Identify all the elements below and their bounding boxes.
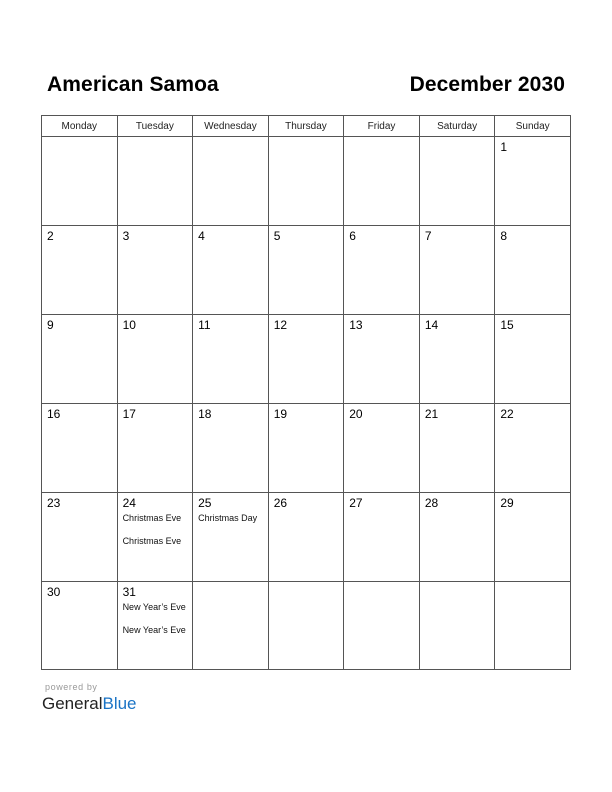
month-title: December 2030 (409, 73, 565, 96)
day-cell (42, 137, 118, 226)
day-cell (268, 493, 344, 582)
brand-logo[interactable] (42, 694, 137, 714)
day-cell (495, 315, 571, 404)
day-number: 26 (273, 496, 288, 510)
day-cell (344, 493, 420, 582)
region-title: American Samoa (47, 73, 219, 96)
holiday-label: New Year’s Eve (122, 625, 186, 635)
day-number: 29 (500, 496, 514, 510)
weekday-header: Thursday (268, 116, 344, 137)
day-cell (193, 582, 269, 670)
day-cell (268, 404, 344, 493)
day-number: 31 (122, 585, 136, 599)
day-cell (495, 493, 571, 582)
day-cell (344, 582, 420, 670)
day-cell (42, 493, 118, 582)
day-number: 13 (349, 318, 363, 332)
day-number: 15 (500, 318, 514, 332)
day-number: 5 (273, 229, 281, 243)
day-number (118, 137, 193, 140)
day-number (193, 582, 268, 585)
day-cell (42, 582, 118, 670)
day-number (193, 137, 268, 140)
day-cell (117, 582, 193, 670)
day-cell (193, 226, 269, 315)
day-cell (419, 226, 495, 315)
holiday-label: Christmas Eve (122, 536, 182, 546)
week-row (42, 226, 571, 315)
day-number: 30 (47, 585, 61, 599)
day-number: 14 (424, 318, 439, 332)
weekday-header: Wednesday (193, 116, 269, 137)
day-number: 11 (198, 318, 211, 332)
day-cell (42, 226, 118, 315)
week-row (42, 137, 571, 226)
day-cell (268, 582, 344, 670)
day-number: 27 (349, 496, 363, 510)
day-cell (419, 404, 495, 493)
day-cell (495, 226, 571, 315)
day-number: 6 (349, 229, 356, 243)
day-number: 10 (122, 318, 136, 332)
day-number: 7 (424, 229, 432, 243)
brand-blue: Blue (102, 694, 137, 713)
week-row (42, 582, 571, 670)
day-number (420, 582, 495, 585)
day-cell (42, 404, 118, 493)
day-cell (42, 315, 118, 404)
day-cell (117, 137, 193, 226)
day-number: 17 (122, 407, 136, 421)
day-cell (419, 493, 495, 582)
holiday-label: Christmas Eve (122, 513, 182, 523)
day-cell (495, 404, 571, 493)
holiday-label: Christmas Day (198, 513, 258, 523)
day-number: 24 (122, 496, 136, 510)
day-number: 8 (500, 229, 508, 243)
day-number (42, 137, 117, 140)
weekday-header: Monday (42, 116, 118, 137)
day-cell (268, 137, 344, 226)
calendar-header (47, 70, 565, 100)
day-number (269, 582, 344, 585)
day-cell (117, 226, 193, 315)
weekday-header: Saturday (419, 116, 495, 137)
week-row (42, 404, 571, 493)
day-cell (193, 404, 269, 493)
day-number (420, 137, 495, 140)
week-row (42, 493, 571, 582)
day-cell (419, 315, 495, 404)
calendar-grid (41, 115, 571, 670)
day-number: 12 (273, 318, 288, 332)
day-cell (193, 493, 269, 582)
day-cell (495, 582, 571, 670)
day-number: 2 (47, 229, 54, 243)
day-cell (344, 137, 420, 226)
day-number: 20 (349, 407, 363, 421)
holiday-label: New Year’s Eve (122, 602, 186, 612)
day-cell (268, 315, 344, 404)
day-cell (193, 315, 269, 404)
day-number: 28 (424, 496, 439, 510)
day-number: 22 (500, 407, 514, 421)
day-number: 23 (47, 496, 61, 510)
day-cell (419, 137, 495, 226)
day-number: 25 (198, 496, 212, 510)
day-cell (495, 137, 571, 226)
day-cell (344, 315, 420, 404)
brand-general: General (42, 694, 103, 713)
day-cell (344, 226, 420, 315)
day-number (495, 582, 570, 585)
day-number: 18 (198, 407, 212, 421)
day-number: 16 (47, 407, 61, 421)
day-cell (117, 404, 193, 493)
week-row (42, 315, 571, 404)
day-number (344, 137, 419, 140)
day-number: 21 (424, 407, 439, 421)
day-number: 9 (47, 318, 54, 332)
weekday-header: Friday (344, 116, 420, 137)
day-cell (117, 315, 193, 404)
day-cell (193, 137, 269, 226)
day-cell (344, 404, 420, 493)
day-number: 4 (198, 229, 205, 243)
day-number: 19 (273, 407, 288, 421)
day-cell (117, 493, 193, 582)
weekday-header: Tuesday (117, 116, 193, 137)
day-cell (268, 226, 344, 315)
day-number (344, 582, 419, 585)
day-number: 1 (500, 140, 508, 154)
powered-by-label: powered by (45, 682, 98, 692)
weekday-header: Sunday (495, 116, 571, 137)
weekday-header-row (42, 116, 571, 137)
day-cell (419, 582, 495, 670)
day-number (269, 137, 344, 140)
day-number: 3 (122, 229, 130, 243)
